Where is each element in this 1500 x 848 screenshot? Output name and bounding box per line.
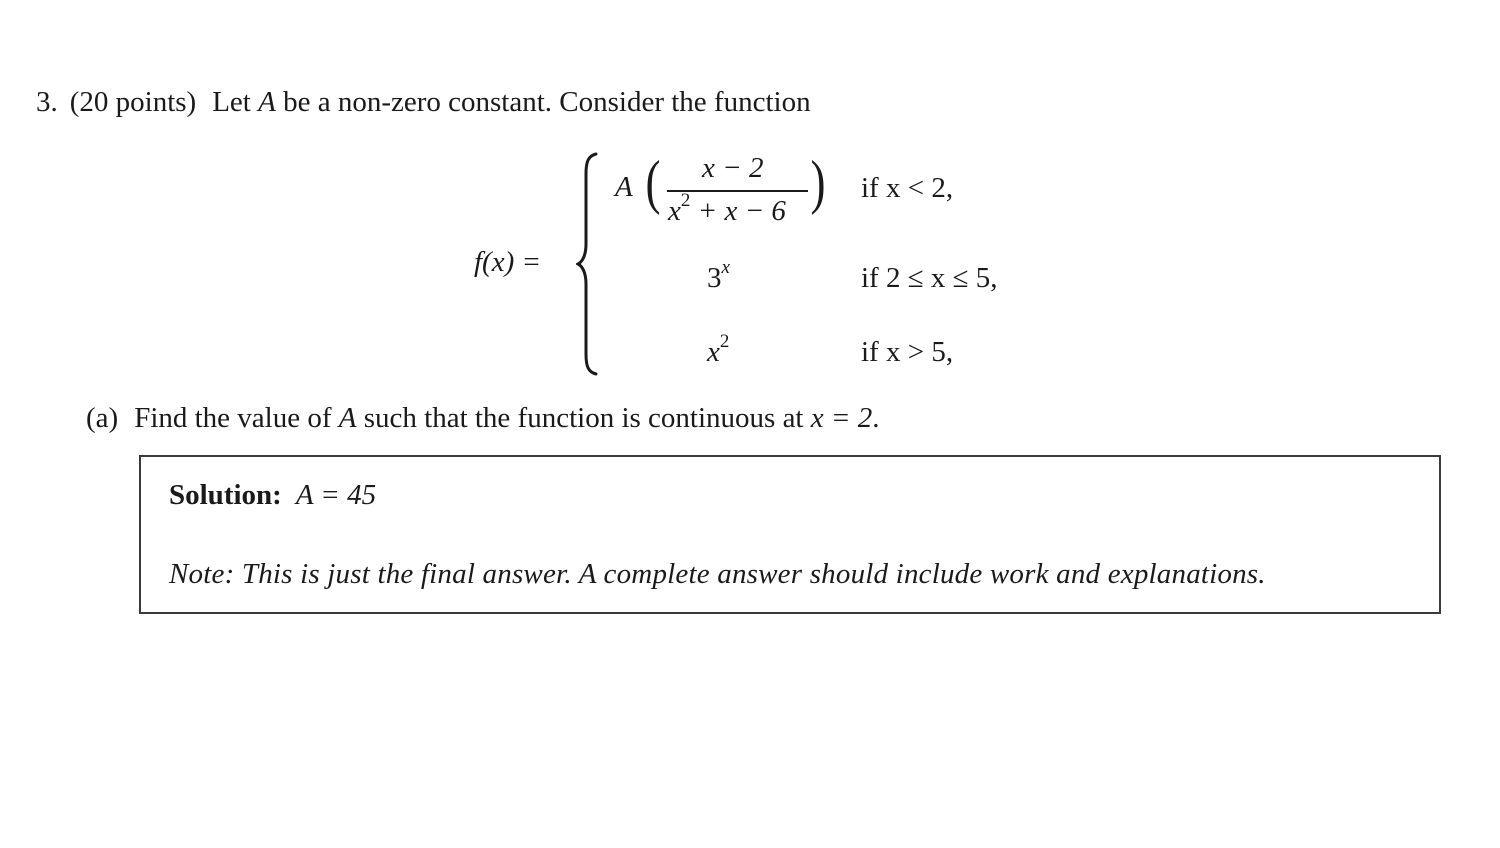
case1-coefficient: A [615,171,633,203]
den-rest: + x − 6 [690,195,786,227]
case2-base: 3 [707,262,722,294]
left-brace [576,152,600,376]
den-base: x [668,195,681,227]
case2-condition: if 2 ≤ x ≤ 5, [861,262,998,294]
part-a-condition: x = 2 [810,402,873,434]
variable-A: A [258,86,276,118]
solution-line [169,479,376,512]
case1-condition: if x < 2, [861,172,954,204]
left-paren: ( [645,149,661,215]
right-paren: ) [810,149,826,215]
problem-points: (20 points) [69,86,197,118]
den-exp: 2 [680,190,691,211]
problem-statement [36,86,811,119]
case3-base: x [707,336,720,368]
part-a-text-end: . [872,402,880,434]
part-a-label: (a) [86,402,119,434]
case1-denominator [668,190,786,228]
part-a-question [86,402,879,435]
solution-label: Solution: [169,479,282,511]
case2-exp: x [721,257,730,278]
case1-numerator: x − 2 [702,152,764,184]
solution-answer: A = 45 [295,479,377,511]
statement-pre: Let [212,86,259,118]
part-a-variable: A [338,402,357,434]
problem-number: 3. [36,86,58,118]
part-a-text-pre: Find the value of [134,402,339,434]
case3-exp: 2 [719,331,730,352]
case3-expression [707,331,730,369]
part-a-text-mid: such that the function is continuous at [356,402,811,434]
solution-note: Note: This is just the final answer. A complete answer should include work and explanations. [169,558,1266,590]
function-lhs: f(x) = [474,246,542,278]
statement-post: be a non-zero constant. Consider the function [275,86,811,118]
case2-expression [707,257,730,295]
case3-condition: if x > 5, [861,336,954,368]
solution-box [139,455,1441,614]
